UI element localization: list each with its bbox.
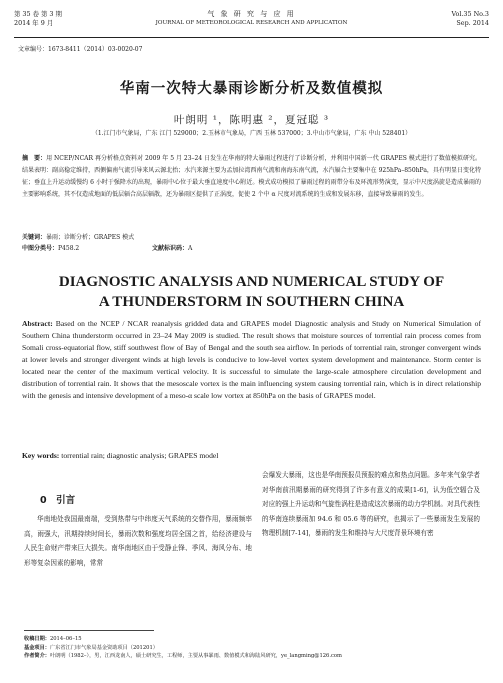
paper-title-zh: 华南一次特大暴雨诊断分析及数值模拟	[119, 81, 384, 97]
abstract-zh-text: 用 NCEP/NCAR 再分析格点资料对 2009 年 5 月 23–24 日发生在华南的特大暴雨过程进行了诊断分析，并利用中国新一代 GRAPES 模式进行了数值模拟研究。结果表明：副高稳定维持，西侧偏南气流引导来风云源北抬；水汽来源主要为孟加拉湾西南气流和南海东南气流，水汽辐合主要集中在 925hPa–850hPa，具有明显日变化特征；垂直上升运动缓慢约 6 小时于强降水的出现，暴雨中心位于最大垂直速度中心附近。模式成功模拟了暴雨过程的雨带分布及环流形势演变，显示中尺度涡旋是造成暴雨的主要影响系统，其不仅造成地面的低层辐合高层辐散，还为暴雨区提供了正涡度，促使 2 个中 α 尺度对流系统的生成和发展东移，直接导致暴雨的发生。	[22, 155, 481, 198]
footnote	[24, 635, 489, 661]
keywords-zh	[22, 232, 481, 243]
abstract-en-text: Based on the NCEP / NCAR reanalysis gridded data and GRAPES model Diagnostic analysis and Study on Numerical Simulation of Southern China thunderstorm occurred in 23–24 May 2009 is studied. The result shows that moisture sources of torrential rain process comes from Somali cross-equatorial flow, stiff southwest flow of Bay of Bengal and the south sea airflow. In periods of torrential rain, stronger convergent winds at lower levels and stronger divergent winds at high levels is conducive to low-level vortex system development and maintenance. Storm center is located near the center of the maximum vertical velocity. It is successful to simulate the large-scale atmosphere circulation development and distribution of torrential rain. It shows that the mesoscale vortex is the main influencing system causing torrential rain, which is in direct relationship with the genesis and intensive development of a meso-α scale low vortex at 850hPa on the basis of GRAPES model.	[22, 319, 481, 400]
keywords-zh-text: 暴雨；诊断分析；GRAPES 模式	[46, 234, 135, 241]
running-header	[14, 10, 489, 36]
author-bio: 作者简介：叶朗明（1982–），男，江西龙南人，硕士研究生，工程师，主要从事暴雨、数值模式和海陆风研究，ye_langming@126.com	[24, 653, 342, 660]
paper-title-en-line1: DIAGNOSTIC ANALYSIS AND NUMERICAL STUDY OF	[58, 274, 445, 290]
paper-title-en-line2: A THUNDERSTORM IN SOUTHERN CHINA	[98, 294, 405, 310]
clc-label: 中图分类号：	[22, 245, 59, 252]
document-code	[152, 243, 192, 252]
keywords-en	[22, 451, 481, 460]
abstract-en	[22, 318, 481, 402]
section-heading: 0 引言	[40, 495, 76, 506]
keywords-en-text: torrential rain; diagnostic analysis; GRAPES model	[61, 451, 219, 460]
abstract-en-label: Abstract:	[22, 319, 53, 328]
doc-code-value: A	[188, 245, 193, 252]
classification-line	[22, 243, 193, 252]
body-column-left: 华南地处我国最南端，受到热带与中纬度天气系统的交替作用，暴雨频率高，雨强大，汛期持续时间长，暴雨次数和强度均居全国之首，给经济建设与人民生命财产带来巨大损失。南华南地区由于受静止锋、季风、海风分布、地形等复杂因素的影响，常常	[24, 515, 252, 567]
fund-info: 基金项目：广东省江门市气象局基金资助项目（201201）	[24, 644, 158, 651]
clc-value: P458.2	[58, 245, 80, 252]
keywords-zh-label: 关键词：	[22, 234, 47, 241]
article-number: 文章编号：1673-8411（2014）03-0020-07	[18, 46, 143, 53]
received-date: 收稿日期：2014–06–15	[24, 636, 82, 642]
paper-title-en	[0, 272, 503, 312]
footnote-rule	[24, 630, 154, 631]
author-list: 叶朗明 ¹，陈明惠 ²，夏冠聪 ³	[173, 114, 330, 126]
abstract-zh	[22, 153, 481, 201]
header-rule	[14, 37, 489, 38]
keywords-en-label: Key words:	[22, 451, 60, 460]
volume-issue-en: Vol.35 No.3 Sep. 2014	[451, 10, 489, 27]
body-column-right: 会爆发大暴雨，这也是华南预报员预报的难点和热点问题。多年来气象学者对华南前汛期暴雨的研究得到了许多有意义的成果[1-6]，认为低空辐合及对应的强上升运动和气旋性涡柱是造成这次暴雨的动力学机制。对具代表性的华南连续暴雨加 94.6 和 05.6 等的研究，也揭示了一些暴雨发生发展的物理机制[7-14]，暴雨的发生和维持与大尺度背景环境有密	[262, 471, 480, 537]
affiliations: （1.江门市气象局，广东 江门 529000；2.玉林市气象局，广西 玉林 537000；3.中山市气象局，广东 中山 528401）	[91, 130, 412, 137]
volume-issue: 第 35 卷 第 3 期 2014 年 9 月	[14, 10, 62, 27]
journal-name: 气 象 研 究 与 应 用 JOURNAL OF METEOROLOGICAL RESEARCH AND APPLICATION	[155, 10, 348, 26]
doc-code-label: 文献标识码：	[152, 245, 189, 252]
abstract-zh-label: 摘 要：	[22, 155, 47, 162]
